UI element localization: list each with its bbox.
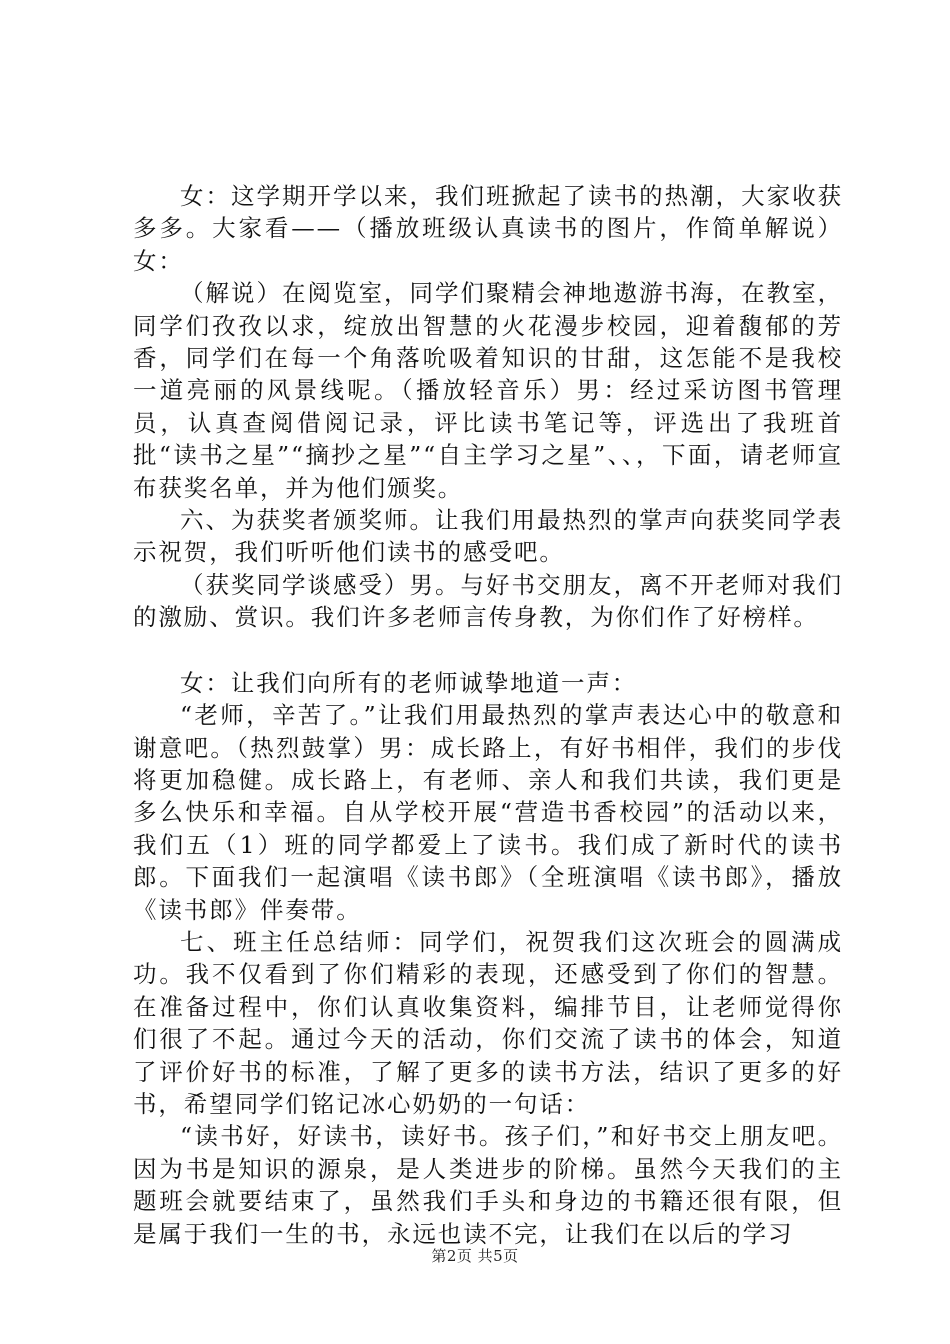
paragraph-8: “读书好，好读书，读好书。孩子们，”和好书交上朋友吧。因为书是知识的源泉，是人类进步的阶梯。虽然今天我们的主题班会就要结束了，虽然我们手头和身边的书籍还很有限，但是属于我们一生的书，永远也读不完，让我们在以后的学习 — [133, 1122, 843, 1248]
paragraph-3: 六、为获奖者颁奖师。让我们用最热烈的掌声向获奖同学表示祝贺，我们听听他们读书的感受吧。 — [133, 506, 843, 567]
paragraph-7: 七、班主任总结师：同学们，祝贺我们这次班会的圆满成功。我不仅看到了你们精彩的表现，还感受到了你们的智慧。在准备过程中，你们认真收集资料，编排节目，让老师觉得你们很了不起。通过今天的活动，你们交流了读书的体会，知道了评价好书的标准，了解了更多的读书方法，结识了更多的好书，希望同学们铭记冰心奶奶的一句话： — [133, 927, 843, 1118]
paragraph-5: 女：让我们向所有的老师诚挚地道一声： — [180, 668, 638, 697]
document-body — [133, 180, 843, 1250]
paragraph-4: （获奖同学谈感受）男。与好书交朋友，离不开老师对我们的激励、赏识。我们许多老师言传身教，为你们作了好榜样。 — [133, 570, 843, 632]
page-footer: 第2页 共5页 — [431, 1247, 519, 1265]
paragraph-gap — [133, 634, 843, 667]
paragraph-1: 女：这学期开学以来，我们班掀起了读书的热潮，大家收获多多。大家看——（播放班级认真读书的图片，作简单解说）女： — [133, 182, 843, 275]
paragraph-2: （解说）在阅览室，同学们聚精会神地遨游书海，在教室，同学们孜孜以求，绽放出智慧的火花漫步校园，迎着馥郁的芳香，同学们在每一个角落吮吸着知识的甘甜，这怎能不是我校一道亮丽的风景线呢。（播放轻音乐）男：经过采访图书管理员，认真查阅借阅记录，评比读书笔记等，评选出了我班首批“读书之星”“摘抄之星”“自主学习之星”、、，下面，请老师宣布获奖名单，并为他们颁奖。 — [133, 279, 843, 502]
paragraph-6: “老师，辛苦了。”让我们用最热烈的掌声表达心中的敬意和谢意吧。（热烈鼓掌）男：成长路上，有好书相伴，我们的步伐将更加稳健。成长路上，有老师、亲人和我们共读，我们更是多么快乐和幸福。自从学校开展“营造书香校园”的活动以来，我们五（1）班的同学都爱上了读书。我们成了新时代的读书郎。下面我们一起演唱《读书郎》（全班演唱《读书郎》，播放《读书郎》伴奏带。 — [133, 701, 843, 924]
